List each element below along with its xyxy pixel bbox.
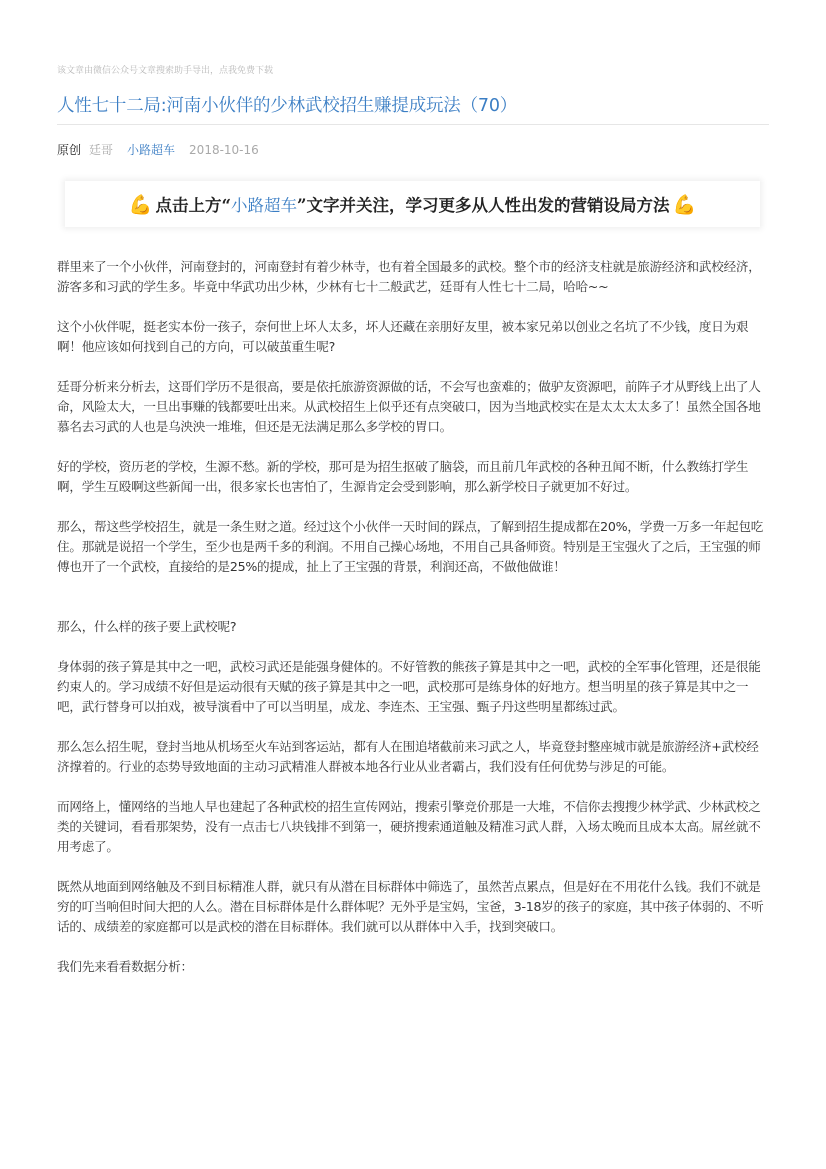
paragraph: 那么，帮这些学校招生，就是一条生财之道。经过这个小伙伴一天时间的踩点，了解到招生提成都在20%，学费一万多一年起包吃住。那就是说招一个学生，至少也是两千多的利润。不用自己操心场地，不用自己具备师资。特别是王宝强火了之后，王宝强的师傅也开了一个武校，直接给的是25%的提成，扯上了王宝强的背景，利润还高，不做他做谁！	[57, 519, 764, 574]
paragraph: 那么怎么招生呢，登封当地从机场至火车站到客运站，都有人在围追堵截前来习武之人，毕竟登封整座城市就是旅游经济+武校经济撑着的。行业的态势导致地面的主动习武精准人群被本地各行业从业者霸占，我们没有任何优势与涉足的可能。	[57, 739, 759, 774]
article-meta	[57, 141, 259, 158]
paragraph: 群里来了一个小伙伴，河南登封的，河南登封有着少林寺，也有着全国最多的武校。整个市的经济支柱就是旅游经济和武校经济，游客多和习武的学生多。毕竟中华武功出少林，少林有七十二般武艺，廷哥有人性七十二局，哈哈~~	[57, 259, 761, 294]
paragraph: 既然从地面到网络触及不到目标精准人群，就只有从潜在目标群体中筛选了，虽然苦点累点，但是好在不用花什么钱。我们不就是穷的叮当响但时间大把的人么。潜在目标群体是什么群体呢？无外乎是宝妈，宝爸，3-18岁的孩子的家庭，其中孩子体弱的、不听话的、成绩差的家庭都可以是武校的潜在目标群体。我们就可以从群体中入手，找到突破口。	[57, 879, 764, 934]
section-question: 那么，什么样的孩子要上武校呢?	[57, 619, 237, 634]
follow-banner[interactable]	[65, 181, 760, 227]
banner-text-before: 点击上方“	[155, 196, 231, 215]
author-name: 廷哥	[89, 143, 114, 157]
publish-date: 2018-10-16	[189, 142, 259, 157]
paragraph: 这个小伙伴呢，挺老实本份一孩子，奈何世上坏人太多，坏人还藏在亲朋好友里，被本家兄弟以创业之名坑了不少钱，度日为艰啊！他应该如何找到自己的方向，可以破茧重生呢?	[57, 319, 749, 354]
banner-text-after: ”文字并关注，学习更多从人性出发的营销设局方法	[297, 196, 670, 215]
account-link[interactable]: 小路超车	[127, 143, 176, 157]
paragraph: 我们先来看看数据分析：	[57, 959, 193, 974]
paragraph: 廷哥分析来分析去，这哥们学历不是很高，要是依托旅游资源做的话，不会写也蛮难的；做驴友资源吧，前阵子才从野线上出了人命，风险太大，一旦出事赚的钱都要吐出来。从武校招生上似乎还有点突破口，因为当地武校实在是太太太太多了！虽然全国各地慕名去习武的人也是乌泱泱一堆堆，但还是无法满足那么多学校的胃口。	[57, 379, 761, 434]
article-body	[57, 257, 769, 977]
flexed-biceps-icon: 💪	[128, 193, 153, 216]
flexed-biceps-icon: 💪	[672, 193, 697, 216]
paragraph: 而网络上，懂网络的当地人早也建起了各种武校的招生宣传网站，搜索引擎竞价那是一大堆，不信你去搜搜少林学武、少林武校之类的关键词，看看那架势，没有一点击七八块钱排不到第一，硬挤搜索通道触及精准习武人群，入场太晚而且成本太高。屌丝就不用考虑了。	[57, 799, 761, 854]
original-label: 原创	[57, 143, 82, 157]
paragraph: 身体弱的孩子算是其中之一吧，武校习武还是能强身健体的。不好管教的熊孩子算是其中之一吧，武校的全军事化管理，还是很能约束人的。学习成绩不好但是运动很有天赋的孩子算是其中之一吧，武校那可是练身体的好地方。想当明星的孩子算是其中之一吧，武行替身可以拍戏，被导演看中了可以当明星，成龙、李连杰、王宝强、甄子丹这些明星都练过武。	[57, 659, 761, 714]
title-divider	[57, 124, 769, 125]
paragraph: 好的学校，资历老的学校，生源不愁。新的学校，那可是为招生抠破了脑袋，而且前几年武校的各种丑闻不断，什么教练打学生啊，学生互殴啊这些新闻一出，很多家长也害怕了，生源肯定会受到影响，那么新学校日子就更加不好过。	[57, 459, 749, 494]
article-title: 人性七十二局:河南小伙伴的少林武校招生赚提成玩法（70）	[57, 96, 518, 116]
export-notice-link[interactable]: 该文章由微信公众号文章搜索助手导出，点我免费下载	[57, 66, 274, 76]
banner-account-highlight[interactable]: 小路超车	[231, 196, 297, 215]
